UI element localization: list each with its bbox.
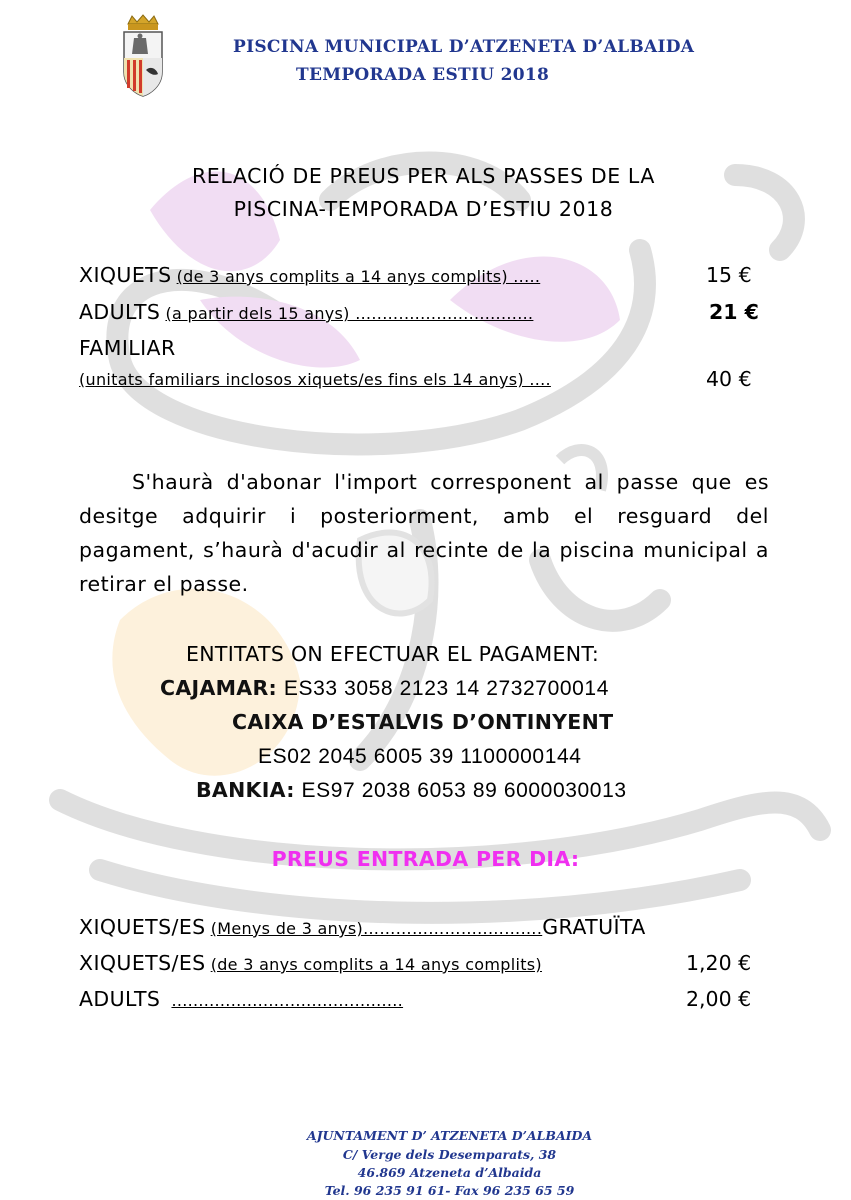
bank-iban: ES33 3058 2123 14 2732700014 xyxy=(283,677,609,700)
daily-detail: (Menys de 3 anys)…………………..………. xyxy=(210,919,543,938)
daily-price: 2,00 € xyxy=(686,987,752,1011)
daily-prices-heading: PREUS ENTRADA PER DIA: xyxy=(271,847,580,871)
daily-price-row xyxy=(79,987,403,1011)
pass-detail: (a partir dels 15 anys) …..….…..................… xyxy=(165,304,534,323)
daily-price: 1,20 € xyxy=(686,951,752,975)
pass-label: ADULTS xyxy=(79,300,161,324)
daily-label: XIQUETS/ES xyxy=(79,951,206,975)
season-pass-row xyxy=(79,370,551,389)
season-pass-row xyxy=(79,300,533,324)
pass-label: XIQUETS xyxy=(79,263,172,287)
bank-ontinyent-iban xyxy=(258,744,582,769)
bank-iban: ES02 2045 6005 39 1100000144 xyxy=(258,745,582,768)
header-title: PISCINA MUNICIPAL D’ATZENETA D’ALBAIDA xyxy=(233,37,695,57)
pass-price: 21 € xyxy=(709,300,759,324)
bank-name: BANKIA: xyxy=(196,778,295,802)
bank-name: CAJAMAR: xyxy=(160,676,278,700)
pass-detail: (unitats familiars inclosos xiquets/es fins els 14 anys) .... xyxy=(79,370,551,389)
daily-label: XIQUETS/ES xyxy=(79,915,206,939)
document-title-line-1: RELACIÓ DE PREUS PER ALS PASSES DE LA xyxy=(191,164,656,188)
pass-price: 15 € xyxy=(706,263,752,287)
footer-address: C/ Verge dels Desemparats, 38 xyxy=(342,1147,557,1162)
bank-name: CAIXA D’ESTALVIS D’ONTINYENT xyxy=(232,710,614,734)
header-subtitle: TEMPORADA ESTIU 2018 xyxy=(296,65,550,85)
daily-detail: (de 3 anys complits a 14 anys complits) xyxy=(210,955,542,974)
bank-bankia xyxy=(196,778,627,803)
instructions-paragraph xyxy=(79,465,769,601)
footer-city: 46.869 Atzeneta d’Albaida xyxy=(357,1165,542,1180)
daily-label: ADULTS xyxy=(79,987,161,1011)
daily-price-row xyxy=(79,951,542,975)
daily-price: GRATUÏTA xyxy=(542,915,646,939)
footer-phone: Tel. 96 235 91 61- Fax 96 235 65 59 xyxy=(324,1183,575,1198)
bank-iban: ES97 2038 6053 89 6000030013 xyxy=(301,779,627,802)
instructions-text: S'haurà d'abonar l'import corresponent al passe que es desitge adquirir i posteriorment, amb el resguard del pagament, s’haurà d'acudir al recinte de la piscina municipal a retirar el passe. xyxy=(79,470,769,596)
daily-price-row xyxy=(79,915,646,939)
document-title-line-2: PISCINA-TEMPORADA D’ESTIU 2018 xyxy=(233,197,614,221)
pass-detail: (de 3 anys complits a 14 anys complits) ..... xyxy=(176,267,541,286)
pass-price: 40 € xyxy=(706,367,752,391)
payment-heading: ENTITATS ON EFECTUAR EL PAGAMENT: xyxy=(186,642,600,666)
bank-ontinyent-name xyxy=(232,710,613,734)
bank-cajamar xyxy=(160,676,609,701)
footer-organization: AJUNTAMENT D’ ATZENETA D’ALBAIDA xyxy=(306,1128,593,1143)
pass-label: FAMILIAR xyxy=(79,336,176,360)
season-pass-row xyxy=(79,263,540,287)
daily-detail: ........................................... xyxy=(171,991,404,1010)
